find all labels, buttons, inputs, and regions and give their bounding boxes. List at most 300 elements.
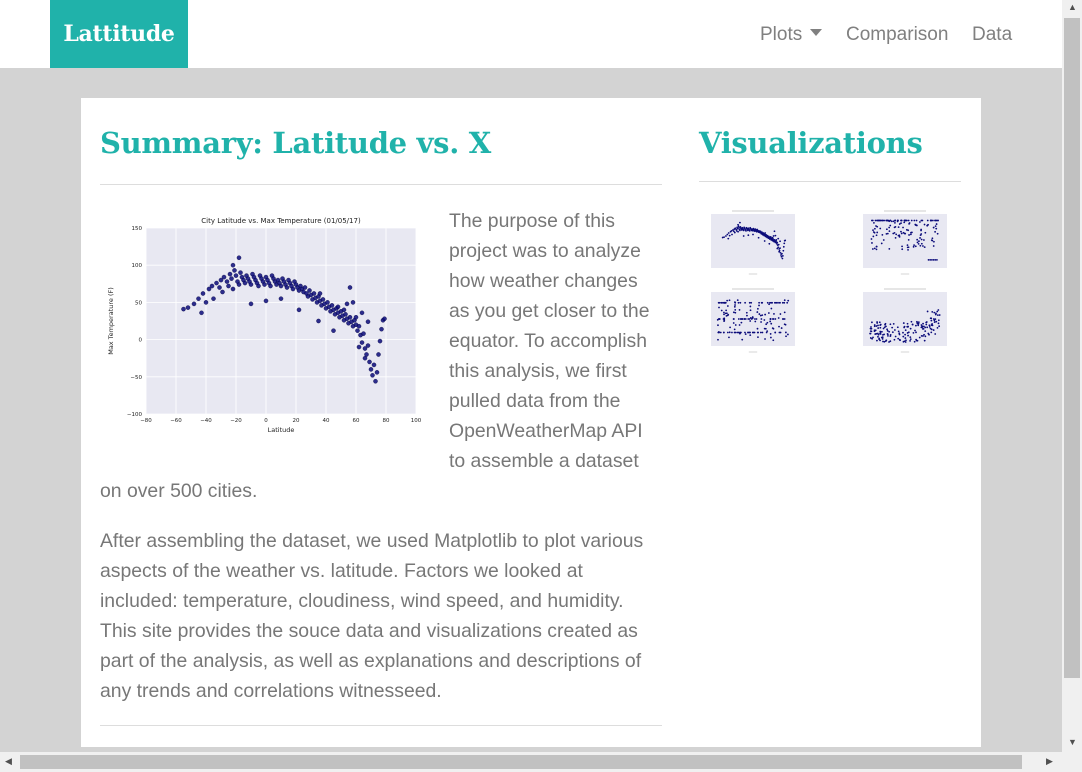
data-point [231, 287, 235, 291]
thumbnail-point [776, 242, 778, 244]
data-point [225, 279, 229, 283]
y-axis-label: Max Temperature (F) [107, 287, 115, 355]
thumbnail-point [878, 338, 880, 340]
thumbnail-point [903, 322, 905, 324]
thumbnail-point [717, 324, 719, 326]
data-point [303, 285, 307, 289]
y-tick-label: 50 [135, 300, 142, 307]
thumbnail-point [872, 248, 874, 250]
thumbnail-point [779, 313, 781, 315]
thumbnail-point [873, 222, 875, 224]
thumbnail-point [883, 328, 885, 330]
thumbnail-point [747, 318, 749, 320]
thumbnail-point [749, 306, 751, 308]
data-point [268, 284, 272, 288]
nav-plots-label: Plots [760, 24, 803, 45]
thumbnail-point [919, 245, 921, 247]
thumbnail-point [773, 235, 775, 237]
scroll-right-icon[interactable]: ▶ [1046, 756, 1053, 766]
thumbnail-point [727, 314, 729, 316]
thumbnail-point [889, 323, 891, 325]
x-axis-label: Latitude [267, 426, 295, 434]
thumbnail-point [924, 246, 926, 248]
thumbnail-point [870, 337, 872, 339]
thumbnail-point [756, 318, 758, 320]
horizontal-scrollbar[interactable] [0, 752, 1062, 772]
thumbnail-point [750, 317, 752, 319]
thumbnail-point [909, 336, 911, 338]
thumbnail-point [870, 333, 872, 335]
thumbnail-point [770, 323, 772, 325]
thumbnail-point [910, 328, 912, 330]
data-point [238, 271, 242, 275]
thumbnail-point [931, 311, 933, 313]
data-point [291, 287, 295, 291]
thumbnail-point [741, 339, 743, 341]
thumbnail-point [726, 312, 728, 314]
thumbnail-point [914, 341, 916, 343]
thumbnail-point [889, 220, 891, 222]
thumbnail-point [897, 338, 899, 340]
thumbnail-point [913, 220, 915, 222]
thumbnail-point [876, 322, 878, 324]
thumbnail-point [775, 239, 777, 241]
thumbnail-point [920, 229, 922, 231]
thumbnail-point [739, 333, 741, 335]
thumbnail-point [911, 321, 913, 323]
thumbnail-point [875, 220, 877, 222]
thumbnail-point [757, 308, 759, 310]
thumbnail-point [882, 334, 884, 336]
thumbnail-point [779, 240, 781, 242]
thumbnail-point [937, 309, 939, 311]
data-point [214, 281, 218, 285]
thumbnail-point [768, 243, 770, 245]
thumbnail-point [774, 230, 776, 232]
thumbnail-point [927, 311, 929, 313]
thumbnail-point [871, 321, 873, 323]
thumbnail-point [874, 330, 876, 332]
data-point [232, 268, 236, 272]
data-point [196, 297, 200, 301]
thumbnail-point [917, 340, 919, 342]
brand-logo[interactable]: Lattitude [50, 0, 188, 68]
thumbnail-point [781, 253, 783, 255]
visualization-thumbnails [699, 206, 961, 356]
data-point [364, 352, 368, 356]
thumbnail-point [881, 337, 883, 339]
data-point [355, 329, 359, 333]
data-point [318, 291, 322, 295]
thumbnail-point [767, 302, 769, 304]
thumbnail-point [898, 330, 900, 332]
thumbnail-point [757, 332, 759, 334]
thumbnail-point [885, 339, 887, 341]
thumbnail-point [738, 318, 740, 320]
thumbnail-point [922, 245, 924, 247]
data-point [357, 345, 361, 349]
thumbnail-point [915, 331, 917, 333]
thumbnail-point [874, 333, 876, 335]
thumbnail-point [906, 229, 908, 231]
thumbnail-point [934, 333, 936, 335]
scrollbar-corner [1062, 752, 1082, 772]
thumbnail-point [888, 341, 890, 343]
data-point [370, 373, 374, 377]
data-point [243, 281, 247, 285]
thumbnail-point [886, 220, 888, 222]
thumbnail-point [870, 326, 872, 328]
thumbnail-point [781, 327, 783, 329]
thumbnail-point [874, 247, 876, 249]
thumbnail-point [772, 327, 774, 329]
thumbnail-point [931, 329, 933, 331]
thumbnail-point [734, 309, 736, 311]
thumbnail-point [729, 331, 731, 333]
plot-area [146, 228, 416, 414]
thumbnail-point [778, 244, 780, 246]
nav-data-link[interactable]: Data [972, 24, 1013, 45]
data-point [204, 300, 208, 304]
thumbnail-point [740, 322, 742, 324]
thumbnail-point [758, 302, 760, 304]
data-point [342, 308, 346, 312]
thumbnail-point [904, 233, 906, 235]
thumbnail-point [786, 302, 788, 304]
x-tick-label: −20 [230, 418, 242, 424]
data-point [279, 297, 283, 301]
thumbnail-point [920, 220, 922, 222]
nav-plots-dropdown[interactable] [760, 24, 822, 46]
thumbnail-point [726, 234, 728, 236]
thumbnail-point [884, 220, 886, 222]
thumbnail-point [919, 221, 921, 223]
data-point [186, 306, 190, 310]
horizontal-scroll-thumb[interactable] [20, 755, 1022, 769]
thumbnail-humidity[interactable] [863, 211, 947, 274]
thumbnail-point [935, 228, 937, 230]
data-point [228, 272, 232, 276]
thumbnail-point [877, 324, 879, 326]
thumbnail-point [929, 259, 931, 261]
thumbnail-point [902, 336, 904, 338]
thumbnail-point [888, 248, 890, 250]
data-point [369, 367, 373, 371]
thumbnail-point [905, 339, 907, 341]
thumbnail-point [874, 228, 876, 230]
x-tick-labels [140, 418, 422, 424]
thumbnail-point [889, 230, 891, 232]
x-tick-label: 80 [382, 418, 390, 424]
thumbnail-point [770, 236, 772, 238]
thumbnail-point [910, 234, 912, 236]
thumbnail-point [876, 246, 878, 248]
summary-paragraph-1: The purpose of this project was to analyze how weather changes as you get closer to the equator. To accomplish this analysis, we first pulled data from the OpenWeatherMap API to assemble a dataset on over 500 cities. [100, 210, 650, 502]
thumbnail-point [881, 234, 883, 236]
thumbnail-point [744, 318, 746, 320]
data-point [192, 302, 196, 306]
thumbnail-point [872, 236, 874, 238]
thumbnail-point [886, 233, 888, 235]
thumbnail-point [769, 321, 771, 323]
thumbnail-point [894, 339, 896, 341]
thumbnail-point [894, 232, 896, 234]
thumbnail-point [937, 327, 939, 329]
thumbnail-point [778, 317, 780, 319]
thumbnail-point [902, 332, 904, 334]
thumbnail-point [768, 312, 770, 314]
data-point [256, 284, 260, 288]
thumbnail-point [877, 336, 879, 338]
nav-comparison-link[interactable]: Comparison [846, 24, 949, 45]
thumbnail-point [774, 332, 776, 334]
thumbnail-point [729, 299, 731, 301]
thumbnail-point [776, 302, 778, 304]
thumbnail-point [778, 326, 780, 328]
thumbnail-point [772, 339, 774, 341]
thumbnail-plot-area [711, 214, 795, 268]
y-tick-label: 100 [131, 263, 142, 270]
thumbnail-point [924, 232, 926, 234]
thumbnail-point [922, 328, 924, 330]
thumbnail-point [937, 233, 939, 235]
thumbnail-point [743, 235, 745, 237]
thumbnail-point [744, 332, 746, 334]
thumbnail-point [887, 333, 889, 335]
data-point [231, 263, 235, 267]
thumbnail-point [758, 313, 760, 315]
data-point [297, 308, 301, 312]
thumbnail-point [889, 335, 891, 337]
thumbnail-point [903, 221, 905, 223]
thumbnail-point [876, 340, 878, 342]
thumbnail-point [901, 248, 903, 250]
thumbnail-point [886, 228, 888, 230]
x-tick-label: 100 [410, 418, 422, 424]
thumbnail-point [773, 313, 775, 315]
thumbnail-point [931, 240, 933, 242]
data-point [360, 340, 364, 344]
thumbnail-point [727, 332, 729, 334]
data-point [382, 317, 386, 321]
thumbnail-point [735, 324, 737, 326]
thumbnail-point [718, 307, 720, 309]
thumbnail-point [782, 318, 784, 320]
data-point [351, 300, 355, 304]
data-point [321, 297, 325, 301]
scroll-down-icon[interactable]: ▼ [1068, 737, 1077, 747]
thumbnail-point [910, 338, 912, 340]
thumbnail-point [719, 302, 721, 304]
thumbnail-point [746, 312, 748, 314]
thumbnail-point [752, 234, 754, 236]
y-tick-label: 150 [131, 226, 142, 232]
thumbnail-point [913, 246, 915, 248]
thumbnail-point [879, 327, 881, 329]
thumbnail-point [728, 336, 730, 338]
data-point [264, 299, 268, 303]
thumbnail-point [928, 324, 930, 326]
vertical-scrollbar[interactable] [1062, 0, 1082, 752]
thumbnail-point [737, 224, 739, 226]
thumbnail-point [877, 327, 879, 329]
thumbnail-point [886, 328, 888, 330]
data-point [366, 320, 370, 324]
thumbnail-point [931, 259, 933, 261]
thumbnail-point [770, 308, 772, 310]
y-tick-labels [127, 226, 143, 418]
vertical-scroll-thumb[interactable] [1064, 18, 1080, 678]
thumbnail-point [872, 229, 874, 231]
thumbnail-point [723, 319, 725, 321]
thumbnail-point [898, 226, 900, 228]
thumbnail-point [934, 220, 936, 222]
thumbnail-point [743, 230, 745, 232]
thumbnail-point [876, 232, 878, 234]
data-point [279, 284, 283, 288]
thumbnail-point [883, 341, 885, 343]
thumbnail-point [893, 323, 895, 325]
thumbnail-point [908, 239, 910, 241]
chart-title: City Latitude vs. Max Temperature (01/05/17) [201, 217, 361, 225]
thumbnail-point [924, 224, 926, 226]
thumbnail-point [871, 242, 873, 244]
thumbnail-point [921, 325, 923, 327]
thumbnail-point [758, 237, 760, 239]
thumbnail-point [783, 302, 785, 304]
data-point [217, 285, 221, 289]
thumbnail-point [922, 335, 924, 337]
data-point [373, 379, 377, 383]
data-point [348, 285, 352, 289]
thumbnail-point [933, 245, 935, 247]
scroll-up-icon[interactable]: ▲ [1068, 2, 1077, 12]
thumbnail-point [907, 244, 909, 246]
thumbnail-point [926, 326, 928, 328]
data-point [181, 307, 185, 311]
title-divider [100, 184, 662, 185]
thumbnail-point [880, 333, 882, 335]
thumbnail-point [933, 227, 935, 229]
data-point [312, 291, 316, 295]
thumbnail-point [739, 302, 741, 304]
thumbnail-wind-speed[interactable] [863, 289, 947, 352]
scroll-left-icon[interactable]: ◀ [5, 756, 12, 766]
data-point [234, 274, 238, 278]
thumbnail-point [918, 240, 920, 242]
thumbnail-point [897, 221, 899, 223]
data-point [307, 288, 311, 292]
thumbnail-point [780, 332, 782, 334]
thumbnail-point [907, 335, 909, 337]
data-point [211, 297, 215, 301]
thumbnail-point [717, 339, 719, 341]
thumbnail-point [737, 231, 739, 233]
thumbnail-point [931, 220, 933, 222]
thumbnail-point [931, 237, 933, 239]
thumbnail-temperature[interactable] [711, 211, 795, 274]
thumbnail-point [907, 249, 909, 251]
thumbnail-point [774, 318, 776, 320]
thumbnail-point [760, 332, 762, 334]
thumbnail-point [770, 333, 772, 335]
thumbnail-point [888, 227, 890, 229]
thumbnail-point [936, 311, 938, 313]
thumbnail-point [889, 225, 891, 227]
data-point [363, 356, 367, 360]
thumbnail-point [912, 324, 914, 326]
thumbnail-point [916, 225, 918, 227]
thumbnail-point [871, 238, 873, 240]
thumbnail-point [734, 328, 736, 330]
thumbnail-point [899, 223, 901, 225]
thumbnail-point [933, 241, 935, 243]
summary-paragraph-2: After assembling the dataset, we used Matplotlib to plot various aspects of the weather vs. latitude. Factors we looked at included: temperature, cloudiness, wind speed, and humidity. This site provides the souce data and visualizations created as part of the analysis, as well as explanations and descriptions of any trends and correlations witnesseed. [100, 530, 644, 702]
thumbnail-point [917, 324, 919, 326]
thumbnail-point [731, 332, 733, 334]
data-point [220, 290, 224, 294]
thumbnail-point [913, 332, 915, 334]
thumbnail-point [745, 230, 747, 232]
thumbnail-point [877, 333, 879, 335]
thumbnail-point [760, 321, 762, 323]
thumbnail-point [891, 327, 893, 329]
thumbnail-point [908, 234, 910, 236]
thumbnail-point [937, 314, 939, 316]
thumbnail-point [779, 302, 781, 304]
thumbnail-point [911, 232, 913, 234]
thumbnail-point [739, 222, 741, 224]
thumbnail-point [720, 332, 722, 334]
thumbnail-point [772, 237, 774, 239]
thumbnail-point [907, 323, 909, 325]
thumbnail-point [729, 326, 731, 328]
thumbnail-point [898, 235, 900, 237]
thumbnail-point [721, 310, 723, 312]
max-temp-scatter-chart[interactable] [100, 206, 430, 446]
data-point [201, 291, 205, 295]
thumbnail-point [927, 333, 929, 335]
thumbnail-point [870, 330, 872, 332]
data-point [343, 312, 347, 316]
thumbnail-point [717, 332, 719, 334]
x-tick-label: 40 [322, 418, 330, 424]
thumbnail-point [872, 220, 874, 222]
thumbnail-point [746, 315, 748, 317]
x-tick-label: −40 [200, 418, 212, 424]
thumbnail-point [894, 226, 896, 228]
thumbnail-point [749, 230, 751, 232]
thumbnail-point [766, 332, 768, 334]
thumbnail-point [778, 251, 780, 253]
thumbnail-point [734, 232, 736, 234]
data-point [366, 343, 370, 347]
data-point [361, 332, 365, 336]
thumbnail-point [892, 331, 894, 333]
thumbnail-point [885, 323, 887, 325]
thumbnail-point [785, 335, 787, 337]
thumbnail-point [775, 235, 777, 237]
thumbnail-point [757, 336, 759, 338]
y-tick-label: −50 [130, 374, 142, 381]
thumbnail-cloudiness[interactable] [711, 289, 795, 352]
x-tick-label: −60 [170, 418, 182, 424]
thumbnail-point [723, 236, 725, 238]
data-point [325, 300, 329, 304]
thumbnail-point [718, 318, 720, 320]
thumbnail-point [777, 238, 779, 240]
thumbnail-point [723, 317, 725, 319]
